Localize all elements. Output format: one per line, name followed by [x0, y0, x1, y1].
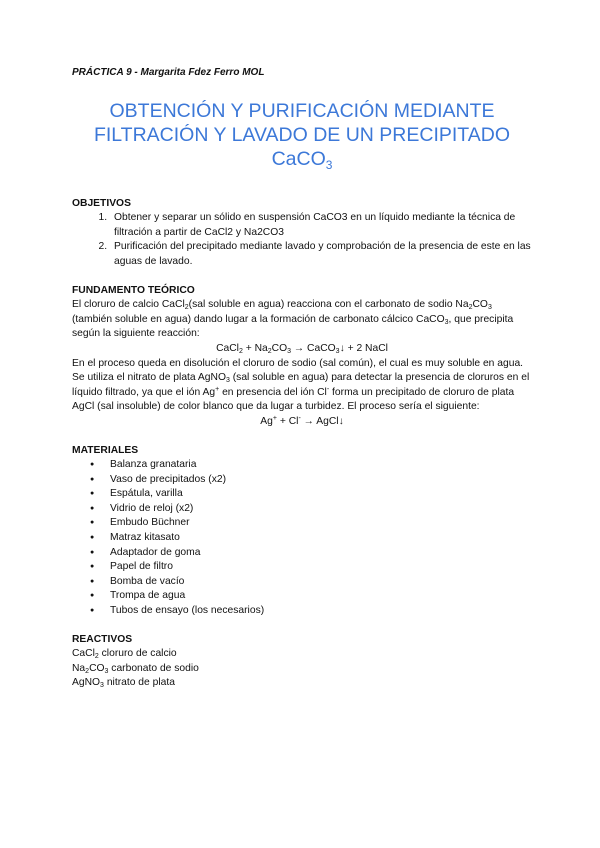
text-run: Se utiliza el nitrato de plata AgNO [72, 372, 226, 384]
text-run: , que precipita según la siguiente reacción: [72, 313, 514, 340]
fundamento-paragraph-1 [72, 298, 532, 342]
text-run: cloruro de calcio [98, 648, 177, 660]
text-run: (también soluble en agua) dando lugar a la formación de carbonato cálcico CaCO [72, 313, 445, 325]
title-formula-base: CaCO [271, 147, 326, 170]
list-item: ● Papel de filtro [110, 560, 532, 575]
title-line-2: FILTRACIÓN Y LAVADO DE UN PRECIPITADO [93, 123, 511, 146]
text-run: CaCl [216, 342, 239, 354]
subscript: 3 [100, 682, 104, 690]
section-objetivos [72, 197, 532, 270]
subscript: 3 [444, 318, 449, 326]
superscript: + [272, 414, 277, 422]
subscript: 2 [468, 304, 473, 312]
text-run: en presencia del ión Cl [219, 386, 327, 398]
list-item: ● Embudo Büchner [110, 516, 532, 531]
text-run: ↓ + 2 NaCl [339, 342, 388, 354]
objetivo-item: 2. Purificación del precipitado mediante lavado y comprobación de la presencia de este en las aguas de lavado. [110, 240, 532, 269]
text-run: CO [89, 662, 105, 674]
list-item: ● Tubos de ensayo (los necesarios) [110, 604, 532, 619]
text-run: + Cl [276, 415, 299, 427]
superscript: + [215, 385, 220, 393]
list-item: ● Trompa de agua [110, 589, 532, 604]
text-run: → CaCO [291, 342, 336, 354]
superscript: - [298, 414, 301, 422]
objetivo-item: 1. Obtener y separar un sólido en suspensión CaCO3 en un líquido mediante la técnica de filtración a partir de CaCl2 y Na2CO3 [110, 211, 532, 240]
list-item: ● Vidrio de reloj (x2) [110, 502, 532, 517]
text-run: (sal soluble en agua) para detectar la presencia de cloruros en el líquido filtrado, ya que el ión Ag [72, 372, 530, 398]
section-fundamento [72, 284, 532, 430]
text-run: AgNO [72, 677, 101, 689]
text-run: → AgCl↓ [300, 415, 344, 427]
text-run: El cloruro de calcio CaCl [72, 299, 185, 311]
section-materiales [72, 444, 532, 619]
list-item: ● Vaso de precipitados (x2) [110, 473, 532, 488]
reactivo-item [72, 662, 532, 677]
document-header: PRÁCTICA 9 - Margarita Fdez Ferro MOL [72, 67, 265, 78]
text-run: (sal soluble en agua) reacciona con el carbonato de sodio Na [188, 299, 469, 311]
reactivo-item [72, 647, 532, 662]
title-formula-sub: 3 [325, 157, 333, 172]
text-run: Ag [260, 415, 273, 427]
text-run: CO [472, 299, 488, 311]
fundamento-heading: FUNDAMENTO TEÓRICO [72, 284, 195, 296]
subscript: 3 [225, 377, 230, 385]
subscript: 2 [238, 347, 243, 355]
reaction-equation-2 [72, 415, 532, 430]
list-item: ● Adaptador de goma [110, 546, 532, 561]
list-item: ● Espátula, varilla [110, 487, 532, 502]
objetivos-list [72, 211, 532, 269]
fundamento-paragraph-2: En el proceso queda en disolución el cloruro de sodio (sal común), el cual es muy soluble en agua. [72, 357, 524, 369]
materiales-list [72, 458, 532, 619]
materiales-heading: MATERIALES [72, 444, 139, 456]
text-run: nitrato de plata [103, 677, 175, 689]
title-formula [72, 147, 532, 171]
text-run: forma un precipitado de cloruro de plata AgCl (sal insoluble) de color blanco que da lugar a turbidez. El proceso sería el siguiente: [72, 386, 515, 413]
document-title [72, 99, 532, 171]
document-page [72, 66, 532, 705]
subscript: 2 [94, 653, 99, 661]
text-run: CO [271, 342, 288, 354]
text-run: + Na [242, 342, 268, 354]
subscript: 3 [104, 667, 109, 675]
reaction-equation-1 [72, 342, 532, 357]
list-item: ● Bomba de vacío [110, 575, 532, 590]
subscript: 2 [85, 667, 90, 675]
section-reactivos [72, 633, 532, 691]
superscript: - [326, 385, 330, 393]
list-item: ● Matraz kitasato [110, 531, 532, 546]
fundamento-paragraph-3 [72, 371, 532, 415]
text-run: CaCl [72, 648, 95, 660]
subscript: 3 [287, 347, 292, 355]
objetivos-heading: OBJETIVOS [72, 197, 131, 209]
subscript: 2 [184, 304, 189, 312]
subscript: 3 [335, 347, 340, 355]
subscript: 3 [487, 304, 492, 312]
reactivos-heading: REACTIVOS [72, 633, 133, 645]
text-run: Na [72, 662, 86, 674]
subscript: 2 [267, 347, 272, 355]
title-line-1: OBTENCIÓN Y PURIFICACIÓN MEDIANTE [109, 99, 495, 122]
text-run: carbonato de sodio [108, 662, 199, 674]
reactivo-item [72, 676, 532, 691]
list-item: ● Balanza granataria [110, 458, 532, 473]
